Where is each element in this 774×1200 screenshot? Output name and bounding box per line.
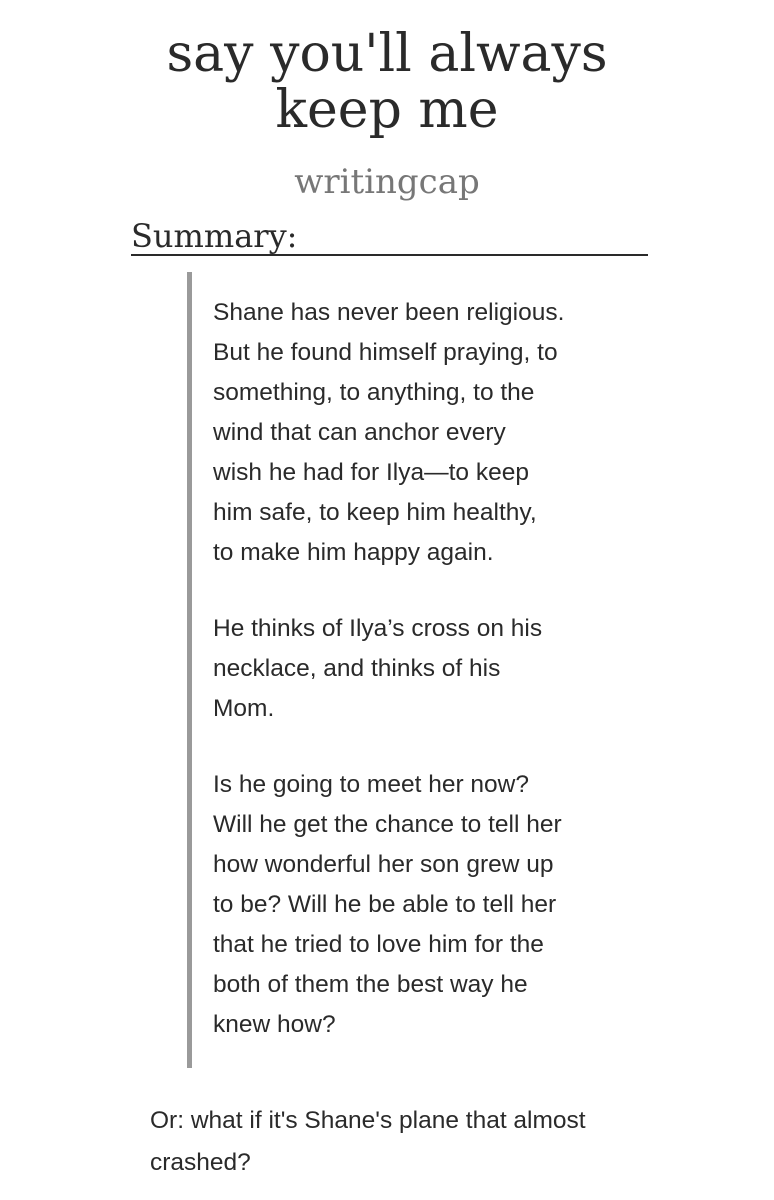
summary-line: both of them the best way he [213, 971, 528, 998]
summary-line: to be? Will he be able to tell her [213, 891, 557, 918]
summary-line: Will he get the chance to tell her [213, 811, 562, 838]
work-title [0, 26, 774, 138]
summary-heading: Summary: [131, 218, 648, 256]
blockquote-border [187, 272, 192, 1068]
summary-afterword [150, 1100, 710, 1184]
author-name[interactable]: writingcap [294, 162, 480, 202]
afterword-line: Or: what if it's Shane's plane that almost [150, 1107, 586, 1134]
summary-line: Is he going to meet her now? [213, 771, 529, 798]
summary-line: to make him happy again. [213, 539, 494, 566]
summary-line: Mom. [213, 695, 275, 722]
summary-line: wish he had for Ilya—to keep [213, 459, 529, 486]
summary-line: how wonderful her son grew up [213, 851, 554, 878]
summary-paragraph-3 [213, 765, 633, 1045]
summary-line: But he found himself praying, to [213, 339, 558, 366]
summary-line: necklace, and thinks of his [213, 655, 501, 682]
summary-line: him safe, to keep him healthy, [213, 499, 537, 526]
summary-line: wind that can anchor every [213, 419, 506, 446]
summary-line: something, to anything, to the [213, 379, 535, 406]
summary-blockquote [213, 293, 633, 1045]
work-title-line-1: say you'll always [166, 24, 608, 84]
summary-line: that he tried to love him for the [213, 931, 544, 958]
summary-line: Shane has never been religious. [213, 299, 565, 326]
summary-line: He thinks of Ilya’s cross on his [213, 615, 543, 642]
summary-paragraph-1 [213, 293, 633, 573]
work-title-line-2: keep me [275, 80, 499, 140]
summary-paragraph-2 [213, 609, 633, 729]
afterword-line: crashed? [150, 1149, 251, 1176]
summary-line: knew how? [213, 1011, 336, 1038]
